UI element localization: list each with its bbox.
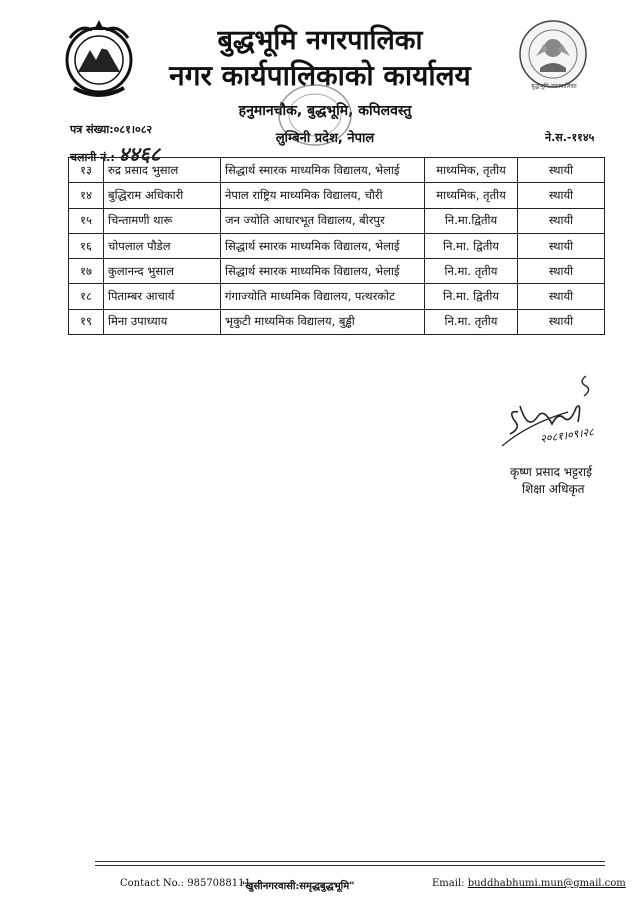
teacher-list-body [69, 158, 605, 335]
serial-number-cell: १५ [69, 208, 104, 233]
level-cell: माध्यमिक, तृतीय [425, 158, 518, 183]
signatory-post: शिक्षा अधिकृत [522, 482, 585, 496]
serial-number-cell: १४ [69, 183, 104, 208]
office-title-line2: नगर कार्यपालिकाको कार्यालय [169, 59, 471, 92]
status-cell: स्थायी [518, 259, 605, 284]
status-cell: स्थायी [518, 183, 605, 208]
patra-sankhya-value: ०८१।०८२ [113, 123, 153, 136]
nepal-emblem-logo [60, 18, 138, 106]
signatory-name: कृष्ण प्रसाद भट्टराई [510, 465, 593, 479]
status-cell: स्थायी [518, 208, 605, 233]
footer-slogan: "खुसीनगरवासी:समृद्धबुद्धभूमि" [240, 881, 355, 892]
seal-caption: बुद्धभूमि नगरपालिका [531, 83, 577, 90]
footer-divider-bottom [95, 865, 605, 866]
table-row [69, 284, 605, 309]
signature-date: २०८१।०९।२८ [539, 425, 595, 446]
school-name-cell: सिद्धार्थ स्मारक माध्यमिक विद्यालय, भेलाई [221, 158, 425, 183]
teacher-list-table [68, 157, 605, 335]
chalani-label: चलानी नं.: [70, 151, 115, 164]
serial-number-cell: १८ [69, 284, 104, 309]
level-cell: नि.मा. द्वितीय [425, 233, 518, 258]
serial-number-cell: १९ [69, 309, 104, 334]
school-name-cell: गंगाज्योति माध्यमिक विद्यालय, पत्थरकोट [221, 284, 425, 309]
school-name-cell: भृकुटी माध्यमिक विद्यालय, बुड्ढी [221, 309, 425, 334]
footer-divider-top [95, 861, 605, 862]
office-title-line1: बुद्धभूमि नगरपालिका [217, 25, 423, 56]
school-name-cell: नेपाल राष्ट्रिय माध्यमिक विद्यालय, चौरी [221, 183, 425, 208]
contact-value: 9857088111 [187, 878, 251, 889]
nepal-sambat-date: ने.स.-११४५ [545, 131, 595, 144]
table-row [69, 208, 605, 233]
table-row [69, 233, 605, 258]
teacher-name-cell: रुद्र प्रसाद भुसाल [104, 158, 221, 183]
contact-label: Contact No.: [120, 878, 185, 889]
footer-contact [120, 878, 251, 889]
level-cell: नि.मा.द्वितीय [425, 208, 518, 233]
municipality-seal-logo [518, 18, 588, 90]
table-row [69, 158, 605, 183]
table-row [69, 309, 605, 334]
handwritten-signature-icon [498, 372, 608, 462]
patra-sankhya-label: पत्र संख्या: [70, 123, 114, 136]
serial-number-cell: १३ [69, 158, 104, 183]
teacher-name-cell: बुद्धिराम अधिकारी [104, 183, 221, 208]
status-cell: स्थायी [518, 233, 605, 258]
email-label: Email: [432, 878, 465, 889]
teacher-name-cell: चोपलाल पौडेल [104, 233, 221, 258]
status-cell: स्थायी [518, 284, 605, 309]
level-cell: नि.मा. द्वितीय [425, 284, 518, 309]
office-address-line2: लुम्बिनी प्रदेश, नेपाल [275, 131, 375, 146]
level-cell: नि.मा. तृतीय [425, 259, 518, 284]
footer-email [432, 878, 626, 889]
level-cell: नि.मा. तृतीय [425, 309, 518, 334]
level-cell: माध्यमिक, तृतीय [425, 183, 518, 208]
serial-number-cell: १६ [69, 233, 104, 258]
table-row [69, 259, 605, 284]
teacher-name-cell: चिन्तामणी थारू [104, 208, 221, 233]
school-name-cell: सिद्धार्थ स्मारक माध्यमिक विद्यालय, भेलाई [221, 233, 425, 258]
school-name-cell: सिद्धार्थ स्मारक माध्यमिक विद्यालय, भेलाई [221, 259, 425, 284]
serial-number-cell: १७ [69, 259, 104, 284]
teacher-name-cell: कुलानन्द भुसाल [104, 259, 221, 284]
teacher-name-cell: पिताम्बर आचार्य [104, 284, 221, 309]
school-name-cell: जन ज्योति आधारभूत विद्यालय, बीरपुर [221, 208, 425, 233]
status-cell: स्थायी [518, 158, 605, 183]
teacher-name-cell: मिना उपाध्याय [104, 309, 221, 334]
table-row [69, 183, 605, 208]
email-link[interactable]: buddhabhumi.mun@gmail.com [467, 878, 626, 889]
chalani-value: ४४६८ [118, 142, 161, 166]
status-cell: स्थायी [518, 309, 605, 334]
office-stamp-icon [276, 82, 354, 148]
office-address-line1: हनुमानचौक, बुद्धभूमि, कपिलवस्तु [238, 103, 412, 119]
patra-sankhya [70, 122, 152, 137]
